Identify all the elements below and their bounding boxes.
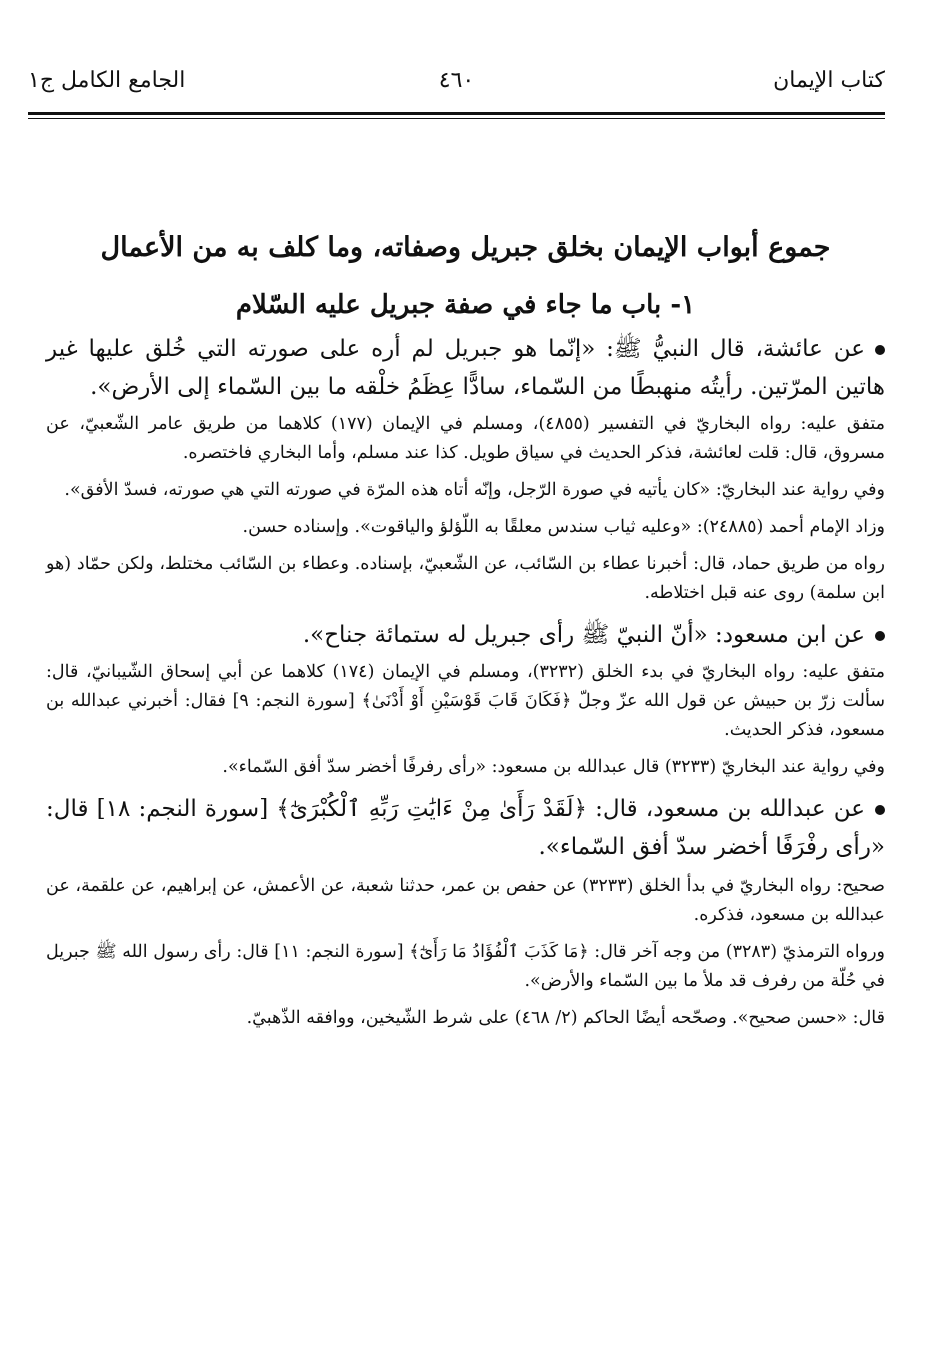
note-paragraph: ورواه الترمذيّ (٣٢٨٣) من وجه آخر قال: ﴿مَا كَذَبَ ٱلْفُؤَادُ مَا رَأَىٰٓ﴾ [سورة النجم: ١١] قال: رأى رسول الله ﷺ جبريل في حُلّة من رفرف قد ملأ ما بين السّماء والأرض». [46,942,886,991]
bullet-icon [875,631,885,641]
note-paragraph: قال: «حسن صحيح». وصحّحه أيضًا الحاكم (٢/ ٤٦٨) على شرط الشّيخين، ووافقه الذّهبيّ. [246,1008,885,1028]
bullet-icon [875,805,885,815]
hadith-text: عن عبدالله بن مسعود، قال: ﴿لَقَدْ رَأَىٰ مِنْ ءَايَٰتِ رَبِّهِ ٱلْكُبْرَىٰٓ﴾ [سورة النجم: ١٨] قال: «رأى رفْرَفًا أخضر سدّ أفق السّماء». [46,796,885,860]
hadith-text: عن ابن مسعود: «أنّ النبيّ ﷺ رأى جبريل له ستمائة جناح». [302,622,865,648]
hadith-paragraph [46,790,885,866]
hadith-text: عن عائشة، قال النبيُّ ﷺ: «إنّما هو جبريل لم أره على صورته التي خُلق عليها غير هاتين المرّتين. رأيتُه منهبطًا من السّماء، سادًّا عِظَمُ خلْقه ما بين السّماء إلى الأرض». [46,336,885,400]
hadith-paragraph [46,330,885,406]
note-paragraph: صحيح: رواه البخاريّ في بدأ الخلق (٣٢٣٣) عن حفص بن عمر، حدثنا شعبة، عن الأعمش، عن إبراهيم، عن علقمة، عن عبدالله بن مسعود، فذكره. [46,876,885,925]
page-body [46,226,885,1041]
header-rule-thick [28,112,885,115]
note-paragraph: متفق عليه: رواه البخاريّ في بدء الخلق (٣٢٣٢)، ومسلم في الإيمان (١٧٤) كلاهما عن أبي إسحاق الشّيبانيّ، قال: سألت زرّ بن حبيش عن قول الله عزّ وجلّ ﴿فَكَانَ قَابَ قَوْسَيْنِ أَوْ أَدْنَىٰ﴾ [سورة النجم: ٩] فقال: أخبرني عبدالله بن مسعود، فذكر الحديث. [46,662,885,740]
header-rule-thin [28,118,885,119]
header-page-number: ٤٦٠ [438,68,475,93]
note-paragraph: وزاد الإمام أحمد (٢٤٨٨٥): «وعليه ثياب سندس معلقًا به اللّؤلؤ والياقوت». وإسناده حسن. [242,517,885,537]
bullet-icon [875,345,885,355]
hadith-paragraph [46,616,885,654]
header-book-section: كتاب الإيمان [773,68,885,93]
note-paragraph: متفق عليه: رواه البخاريّ في التفسير (٤٨٥٥)، ومسلم في الإيمان (١٧٧) كلاهما من طريق عامر الشّعبيّ، عن مسروق، قال: قلت لعائشة، فذكر الحديث في سياق طويل. كذا عند مسلم، وأما البخاري فاختصره. [46,414,885,463]
section-title: ١- باب ما جاء في صفة جبريل عليه السّلام [235,290,696,320]
header-book-title: الجامع الكامل ج١ [28,68,186,93]
note-paragraph: وفي رواية عند البخاريّ (٣٢٣٣) قال عبدالله بن مسعود: «رأى رفرفًا أخضر سدّ أفق السّماء». [222,757,885,777]
chapter-title: جموع أبواب الإيمان بخلق جبريل وصفاته، وما كلف به من الأعمال [100,232,831,263]
note-paragraph: وفي رواية عند البخاريّ: «كان يأتيه في صورة الرّجل، وإنّه أتاه هذه المرّة في صورته التي هي صورته، فسدّ الأفق». [64,480,885,500]
note-paragraph: رواه من طريق حماد، قال: أخبرنا عطاء بن السّائب، عن الشّعبيّ، بإسناده. وعطاء بن السّائب مختلط، ولكن حمّاد (هو ابن سلمة) روى عنه قبل اختلاطه. [46,554,885,603]
page-header [28,66,885,106]
